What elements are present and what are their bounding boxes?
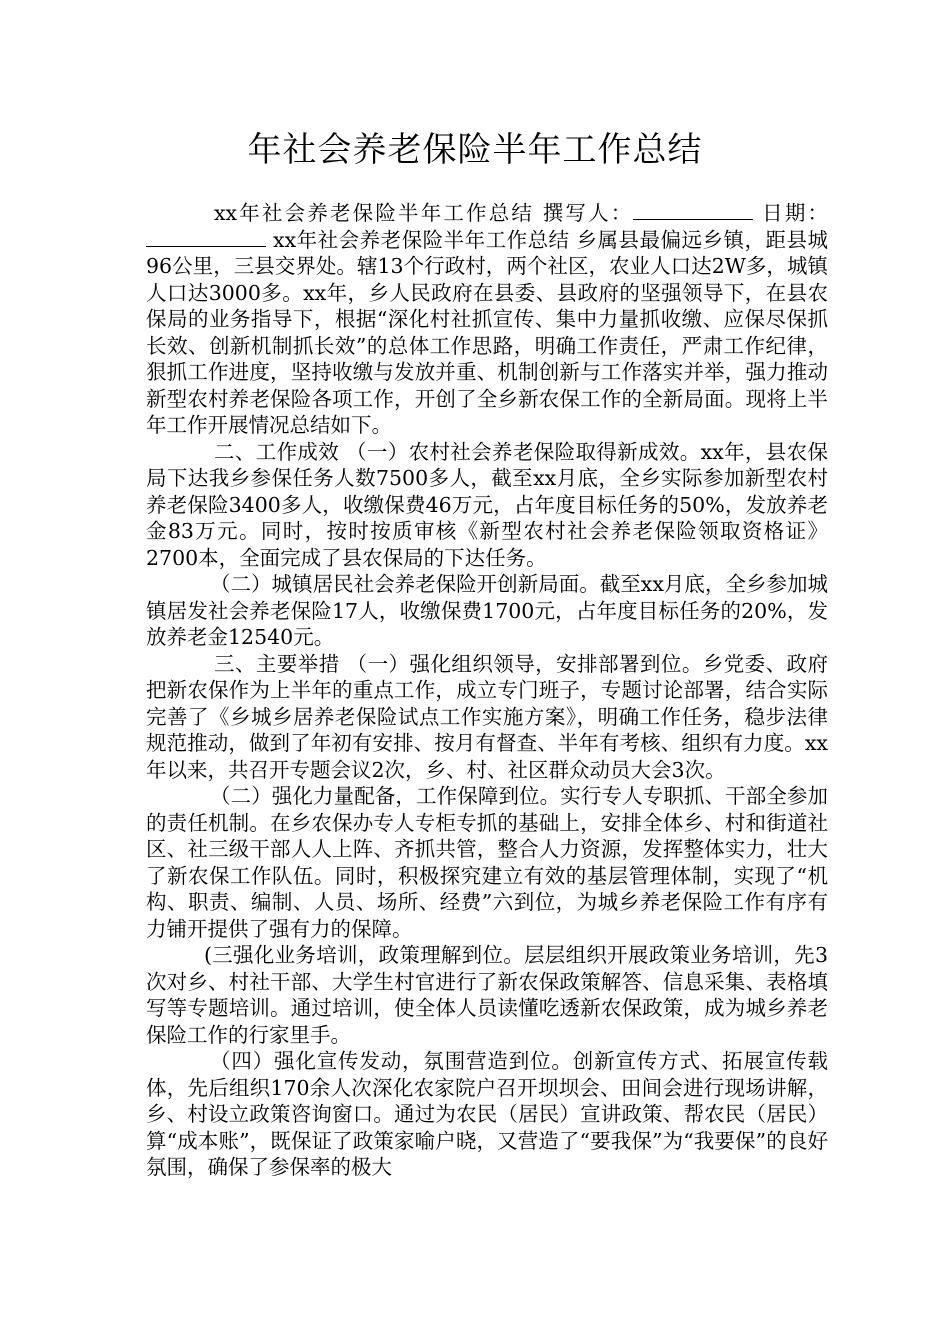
document-title: 年社会养老保险半年工作总结 [247,130,703,170]
date-blank [146,228,266,247]
intro-text-3: xx年社会养老保险半年工作总结 乡属县最偏远乡镇，距县城96公里，三县交界处。辖13个行政村，两个社区，农业人口达2W多，城镇人口达3000多。xx年，乡人民政府在县委、县政府的坚强领导下，在县农保局的业务指导下，根据“深化村社抓宣传、集中力量抓收缴、应保尽保抓长效、创新机制抓长效”的总体工作思路，明确工作责任，严肃工作纪律，狠抓工作进度，坚持收缴与发放并重、机制创新与工作落实并举，强力推动新型农村养老保险各项工作，开创了全乡新农保工作的全新局面。现将上半年工作开展情况总结如下。 [146,227,828,437]
author-blank [633,201,753,220]
intro-text-2: 日期： [753,201,828,225]
body-paragraph: 三、主要举措 （一）强化组织领导，安排部署到位。乡党委、政府把新农保作为上半年的重点工作，成立专门班子，专题讨论部署，结合实际完善了《乡城乡居养老保险试点工作实施方案》，明确工作任务，稳步法律规范推动，做到了年初有安排、按月有督查、半年有考核、组织有力度。xx年以来，共召开专题会议2次，乡、村、社区群众动员大会3次。 [146,651,828,782]
body-paragraph: （二）城镇居民社会养老保险开创新局面。截至xx月底，全乡参加城镇居发社会养老保险17人，收缴保费1700元，占年度目标任务的20%，发放养老金12540元。 [146,572,828,649]
body-paragraph: （四）强化宣传发动，氛围营造到位。创新宣传方式、拓展宣传载体，先后组织170余人次深化农家院户召开坝坝会、田间会进行现场讲解，乡、村设立政策咨询窗口。通过为农民（居民）宣讲政策、帮农民（居民）算“成本账”，既保证了政策家喻户晓，又营造了“要我保”为“我要保”的良好氛围，确保了参保率的极大 [146,1049,828,1179]
body-paragraph: 二、工作成效 （一）农村社会养老保险取得新成效。xx年，县农保局下达我乡参保任务人数7500多人，截至xx月底，全乡实际参加新型农村养老保险3400多人，收缴保费46万元，占年度目标任务的50%，发放养老金83万元。同时，按时按质审核《新型农村社会养老保险领取资格证》2700本，全面完成了县农保局的下达任务。 [146,439,828,570]
body-paragraph: (三强化业务培训，政策理解到位。层层组织开展政策业务培训，先3次对乡、村社干部、大学生村官进行了新农保政策解答、信息采集、表格填写等专题培训。通过培训，使全体人员读懂吃透新农保政策，成为城乡养老保险工作的行家里手。 [146,943,828,1047]
intro-text-1: xx年社会养老保险半年工作总结 撰写人： [214,201,634,225]
intro-paragraph [146,200,828,439]
body-paragraph: （二）强化力量配备，工作保障到位。实行专人专职抓、干部全参加的责任机制。在乡农保办专人专柜专抓的基础上，安排全体乡、村和街道社区、社三级干部人人上阵、齐抓共管，整合人力资源，发挥整体实力，壮大了新农保工作队伍。同时，积极探究建立有效的基层管理体制，实现了“机构、职责、编制、人员、场所、经费”六到位，为城乡养老保险工作有序有力铺开提供了强有力的保障。 [146,784,828,941]
document-body [146,200,828,1181]
